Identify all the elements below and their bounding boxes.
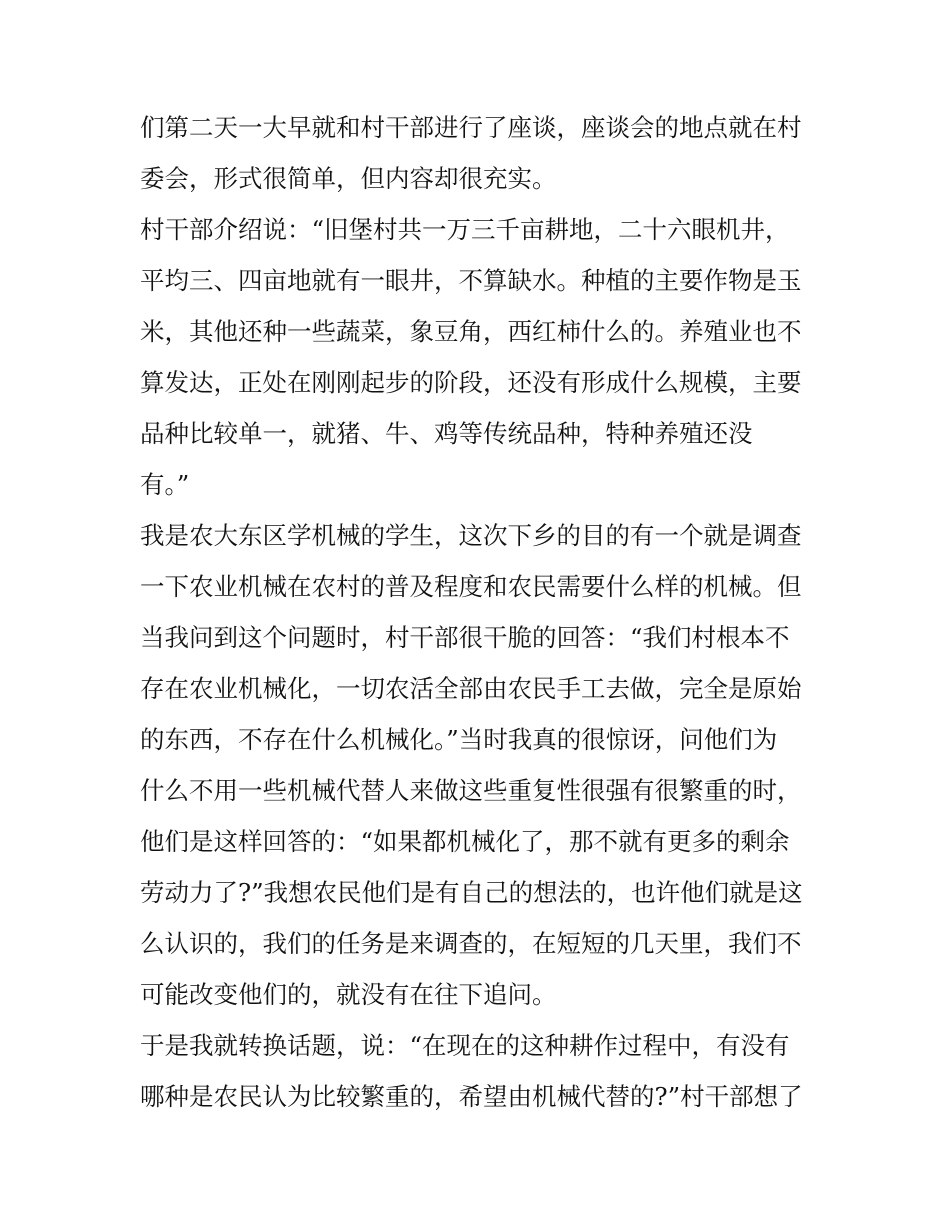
text-line: 平均三、四亩地就有一眼井，不算缺水。种植的主要作物是玉 (140, 266, 802, 295)
text-line: 么认识的，我们的任务是来调查的，在短短的几天里，我们不 (140, 929, 802, 958)
text-line: 有。” (140, 470, 190, 499)
text-line: 们第二天一大早就和村干部进行了座谈，座谈会的地点就在村 (140, 113, 802, 142)
text-line: 一下农业机械在农村的普及程度和农民需要什么样的机械。但 (140, 572, 802, 601)
text-line: 米，其他还种一些蔬菜，象豆角，西红柿什么的。养殖业也不 (140, 317, 802, 346)
text-line: 什么不用一些机械代替人来做这些重复性很强有很繁重的时， (140, 776, 802, 805)
text-line: 哪种是农民认为比较繁重的，希望由机械代替的?”村干部想了 (140, 1082, 803, 1111)
text-line: 于是我就转换话题，说：“在现在的这种耕作过程中，有没有 (140, 1031, 790, 1060)
text-line: 他们是这样回答的：“如果都机械化了，那不就有更多的剩余 (140, 827, 790, 856)
text-line: 劳动力了?”我想农民他们是有自己的想法的，也许他们就是这 (140, 878, 803, 907)
text-line: 算发达，正处在刚刚起步的阶段，还没有形成什么规模，主要 (140, 368, 802, 397)
body-text (140, 102, 820, 1122)
text-line: 可能改变他们的，就没有在往下追问。 (140, 980, 557, 1009)
text-line: 的东西，不存在什么机械化。”当时我真的很惊讶，问他们为 (140, 725, 778, 754)
text-line: 村干部介绍说：“旧堡村共一万三千亩耕地，二十六眼机井， (140, 215, 790, 244)
text-line: 当我问到这个问题时，村干部很干脆的回答：“我们村根本不 (140, 623, 790, 652)
text-line: 委会，形式很简单，但内容却很充实。 (140, 164, 557, 193)
text-line: 我是农大东区学机械的学生，这次下乡的目的有一个就是调查 (140, 521, 802, 550)
text-line: 品种比较单一，就猪、牛、鸡等传统品种，特种养殖还没 (140, 419, 753, 448)
text-line: 存在农业机械化，一切农活全部由农民手工去做，完全是原始 (140, 674, 802, 703)
